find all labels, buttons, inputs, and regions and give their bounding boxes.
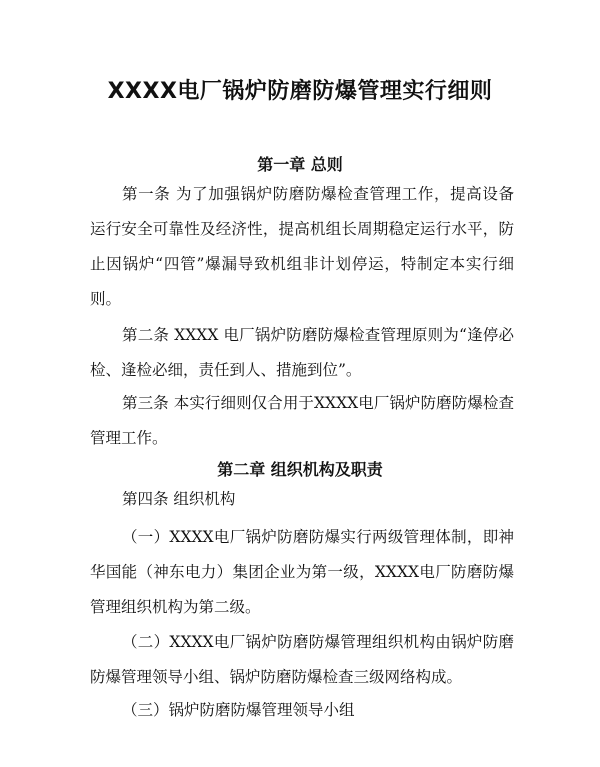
clause-3-paragraph: （三）锅炉防磨防爆管理领导小组: [122, 701, 355, 719]
document-title: XXXX电厂锅炉防磨防爆管理实行细则: [107, 79, 493, 104]
article-3-paragraph: 第三条 本实行细则仅合用于XXXX电厂锅炉防磨防爆检查管理工作。: [90, 394, 514, 447]
article-1-paragraph: 第一条 为了加强锅炉防磨防爆检查管理工作，提高设备运行安全可靠性及经济性，提高机组长周期稳定运行水平，防止因锅炉“四管”爆漏导致机组非计划停运，特制定本实行细则。: [90, 185, 514, 308]
article-4-paragraph: 第四条 组织机构: [122, 490, 236, 508]
chapter-heading-2: 第二章 组织机构及职责: [217, 460, 383, 479]
article-2-paragraph: 第二条 XXXX 电厂锅炉防磨防爆检查管理原则为“逢停必检、逢检必细，责任到人、措施到位”。: [90, 326, 514, 379]
clause-1-paragraph: （一）XXXX电厂锅炉防磨防爆实行两级管理体制，即神华国能（神东电力）集团企业为第一级，XXXX电厂防磨防爆管理组织机构为第二级。: [90, 528, 514, 616]
clause-2-paragraph: （二）XXXX电厂锅炉防磨防爆管理组织机构由锅炉防磨防爆管理领导小组、锅炉防磨防爆检查三级网络构成。: [90, 633, 514, 686]
chapter-heading-1: 第一章 总则: [257, 155, 343, 174]
